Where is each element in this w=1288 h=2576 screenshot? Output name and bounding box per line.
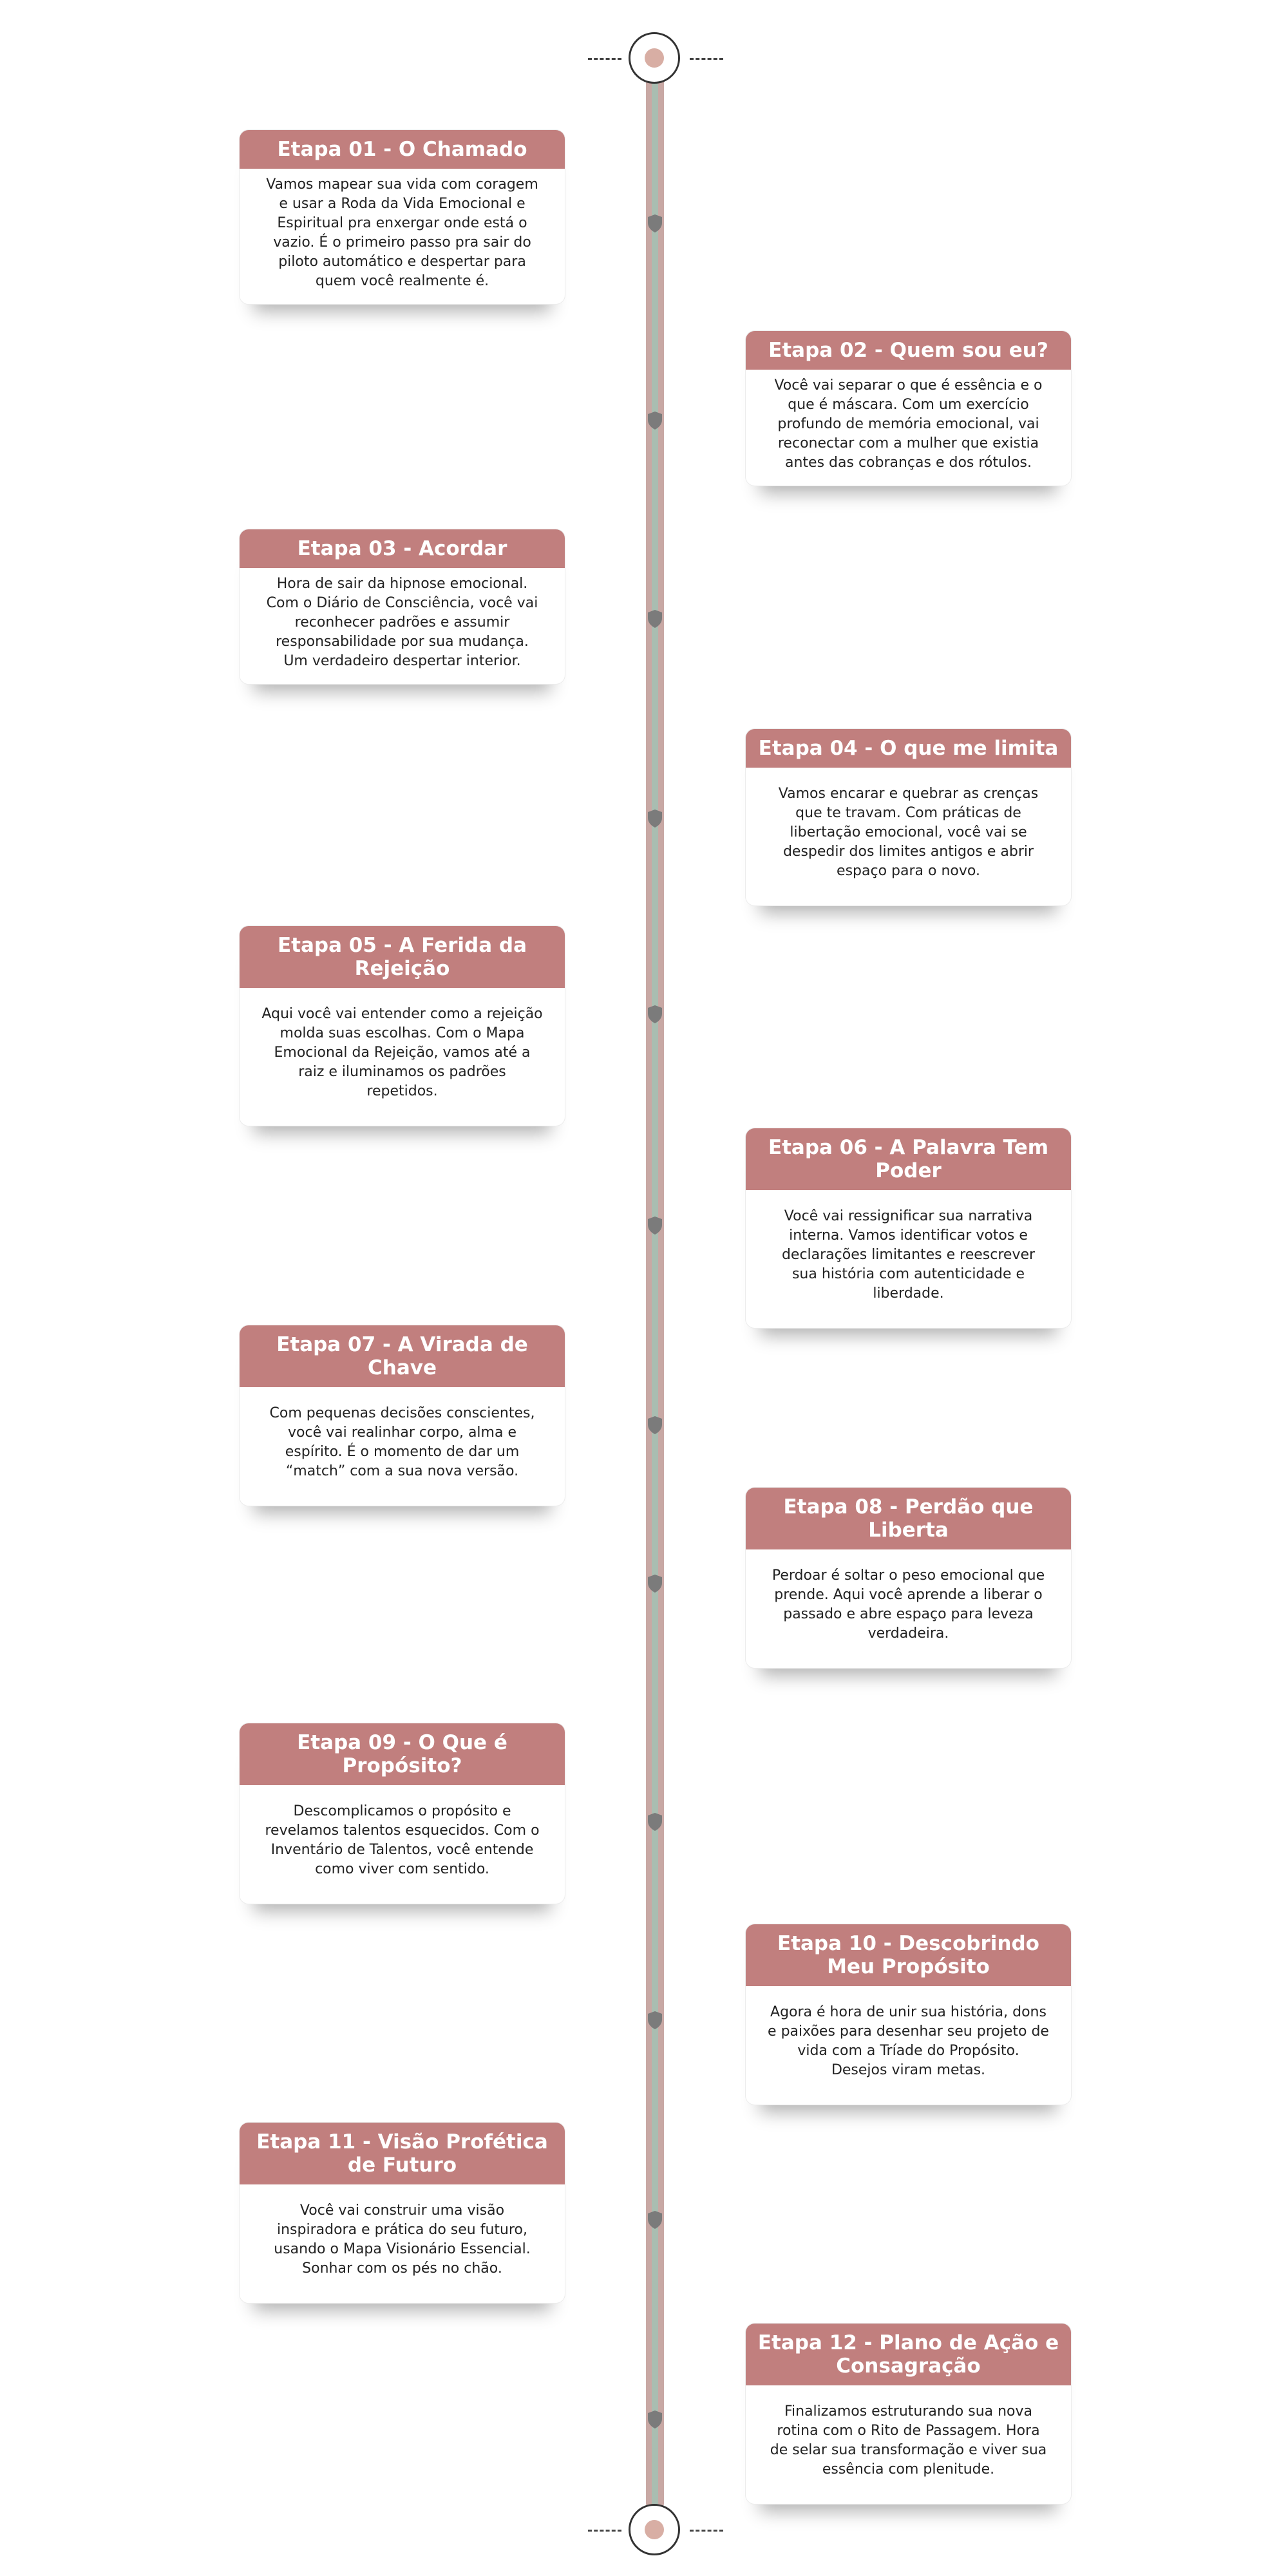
- step-card-10: [746, 1924, 1071, 2105]
- step-title: Etapa 11 - Visão Profética de Futuro: [240, 2123, 565, 2184]
- shield-icon: [647, 1005, 663, 1021]
- step-title: Etapa 05 - A Ferida da Rejeição: [240, 926, 565, 988]
- timeline-end-cap: [629, 2504, 680, 2555]
- step-title: Etapa 07 - A Virada de Chave: [240, 1325, 565, 1387]
- shield-icon: [647, 214, 663, 231]
- step-title: Etapa 01 - O Chamado: [240, 130, 565, 169]
- step-title: Etapa 03 - Acordar: [240, 529, 565, 568]
- dash-left: [588, 58, 621, 62]
- step-description: Com pequenas decisões conscientes, você vai realinhar corpo, alma e espírito. É o momento de dar um “match” com a sua nova versão.: [269, 1405, 535, 1479]
- step-description: Você vai construir uma visão inspiradora e prática do seu futuro, usando o Mapa Visionário Essencial. Sonhar com os pés no chão.: [274, 2202, 531, 2277]
- step-description: Vamos mapear sua vida com coragem e usar a Roda da Vida Emocional e Espiritual pra enxergar onde está o vazio. É o primeiro passo pra sair do piloto automático e despertar para quem você realmente é.: [266, 176, 538, 289]
- step-description: Aqui você vai entender como a rejeição molda suas escolhas. Com o Mapa Emocional da Rejeição, vamos até a raiz e iluminamos os padrões repetidos.: [261, 1006, 543, 1099]
- shield-icon: [647, 2011, 663, 2027]
- shield-icon: [647, 2410, 663, 2427]
- shield-icon: [647, 2210, 663, 2227]
- step-card-01: [240, 130, 565, 304]
- timeline-start-cap: [629, 32, 680, 84]
- step-card-02: [746, 331, 1071, 486]
- shield-icon: [647, 1812, 663, 1829]
- step-description: Você vai separar o que é essência e o que é máscara. Com um exercício profundo de memória emocional, vai reconectar com a mulher que existia antes das cobranças e dos rótulos.: [774, 377, 1043, 471]
- step-description: Hora de sair da hipnose emocional. Com o Diário de Consciência, você vai reconhecer padrões e assumir responsabilidade por sua mudança. Um verdadeiro despertar interior.: [266, 576, 538, 669]
- step-description: Vamos encarar e quebrar as crenças que te travam. Com práticas de libertação emocional, você vai se despedir dos limites antigos e abrir espaço para o novo.: [778, 786, 1039, 879]
- step-title: Etapa 12 - Plano de Ação e Consagração: [746, 2324, 1071, 2385]
- step-title: Etapa 09 - O Que é Propósito?: [240, 1723, 565, 1785]
- step-title: Etapa 08 - Perdão que Liberta: [746, 1488, 1071, 1549]
- step-description: Descomplicamos o propósito e revelamos talentos esquecidos. Com o Inventário de Talentos, você entende como viver com sentido.: [265, 1803, 540, 1877]
- step-card-06: [746, 1128, 1071, 1328]
- dash-left: [588, 2530, 621, 2533]
- shield-icon: [647, 1416, 663, 1432]
- step-card-12: [746, 2324, 1071, 2504]
- step-card-11: [240, 2123, 565, 2303]
- step-card-07: [240, 1325, 565, 1506]
- cap-dot: [645, 48, 664, 68]
- step-title: Etapa 02 - Quem sou eu?: [746, 331, 1071, 370]
- shield-icon: [647, 1216, 663, 1233]
- step-description: Você vai ressignificar sua narrativa interna. Vamos identificar votos e declarações limitantes e reescrever sua história com autenticidade e liberdade.: [781, 1208, 1036, 1302]
- step-card-04: [746, 729, 1071, 905]
- step-title: Etapa 10 - Descobrindo Meu Propósito: [746, 1924, 1071, 1986]
- step-title: Etapa 04 - O que me limita: [746, 729, 1071, 768]
- step-title: Etapa 06 - A Palavra Tem Poder: [746, 1128, 1071, 1190]
- shield-icon: [647, 1574, 663, 1591]
- shield-icon: [647, 411, 663, 428]
- step-description: Finalizamos estruturando sua nova rotina com o Rito de Passagem. Hora de selar sua transformação e viver sua essência com plenitude.: [770, 2403, 1047, 2477]
- step-card-03: [240, 529, 565, 684]
- dash-right: [690, 2530, 723, 2533]
- step-description: Agora é hora de unir sua história, dons e paixões para desenhar seu projeto de vida com a Tríade do Propósito. Desejos viram metas.: [768, 2004, 1049, 2078]
- step-card-05: [240, 926, 565, 1126]
- step-description: Perdoar é soltar o peso emocional que prende. Aqui você aprende a liberar o passado e abre espaço para leveza verdadeira.: [772, 1567, 1045, 1642]
- shield-icon: [647, 809, 663, 826]
- step-card-09: [240, 1723, 565, 1904]
- step-card-08: [746, 1488, 1071, 1668]
- cap-dot: [645, 2520, 664, 2539]
- shield-icon: [647, 609, 663, 626]
- dash-right: [690, 58, 723, 62]
